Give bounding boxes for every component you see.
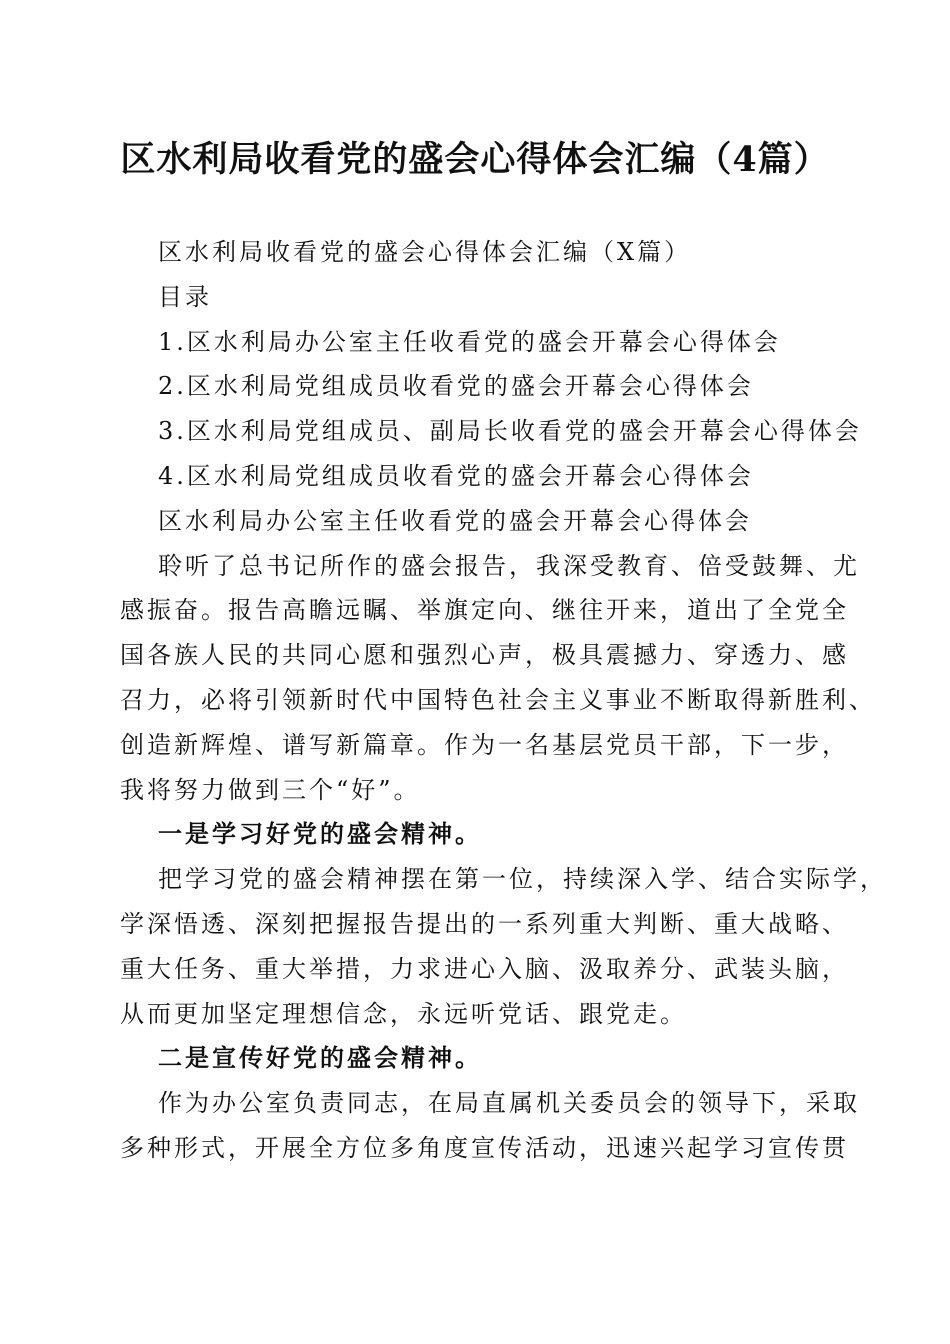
- paragraph-line: 召力，必将引领新时代中国特色社会主义事业不断取得新胜利、: [120, 685, 876, 714]
- toc-heading: 目录: [158, 282, 212, 311]
- toc-item: 3.区水利局党组成员、副局长收看党的盛会开幕会心得体会: [158, 417, 862, 446]
- document-title: 区水利局收看党的盛会心得体会汇编（4篇）: [120, 139, 830, 180]
- toc-item: 2.区水利局党组成员收看党的盛会开幕会心得体会: [158, 372, 754, 401]
- point-heading-2: 二是宣传好党的盛会精神。: [158, 1043, 482, 1073]
- paragraph-line: 把学习党的盛会精神摆在第一位，持续深入学、结合实际学，: [158, 865, 887, 894]
- document-body: [120, 230, 887, 1171]
- paragraph-line: 聆听了总书记所作的盛会报告，我深受教育、倍受鼓舞、尤: [158, 551, 860, 580]
- toc-item: 1.区水利局办公室主任收看党的盛会开幕会心得体会: [158, 327, 781, 356]
- paragraph-line: 重大任务、重大举措，力求进心入脑、汲取养分、武装头脑，: [120, 954, 849, 983]
- compilation-subtitle: 区水利局收看党的盛会心得体会汇编（X篇）: [158, 238, 692, 266]
- paragraph-line: 作为办公室负责同志，在局直属机关委员会的领导下，采取: [158, 1089, 860, 1118]
- toc-item: 4.区水利局党组成员收看党的盛会开幕会心得体会: [158, 461, 754, 490]
- paragraph-line: 国各族人民的共同心愿和强烈心声，极具震撼力、穿透力、感: [120, 641, 849, 670]
- paragraph-line: 学深悟透、深刻把握报告提出的一系列重大判断、重大战略、: [120, 909, 849, 938]
- point-heading-1: 一是学习好党的盛会精神。: [158, 819, 482, 849]
- paragraph-line: 我将努力做到三个“好”。: [120, 775, 421, 804]
- section-heading: 区水利局办公室主任收看党的盛会开幕会心得体会: [158, 506, 752, 535]
- paragraph-line: 从而更加坚定理想信念，永远听党话、跟党走。: [120, 999, 687, 1028]
- paragraph-line: 创造新辉煌、谱写新篇章。作为一名基层党员干部，下一步，: [120, 730, 849, 759]
- paragraph-line: 多种形式，开展全方位多角度宣传活动，迅速兴起学习宣传贯: [120, 1133, 849, 1162]
- paragraph-line: 感振奋。报告高瞻远瞩、举旗定向、继往开来，道出了全党全: [120, 596, 849, 625]
